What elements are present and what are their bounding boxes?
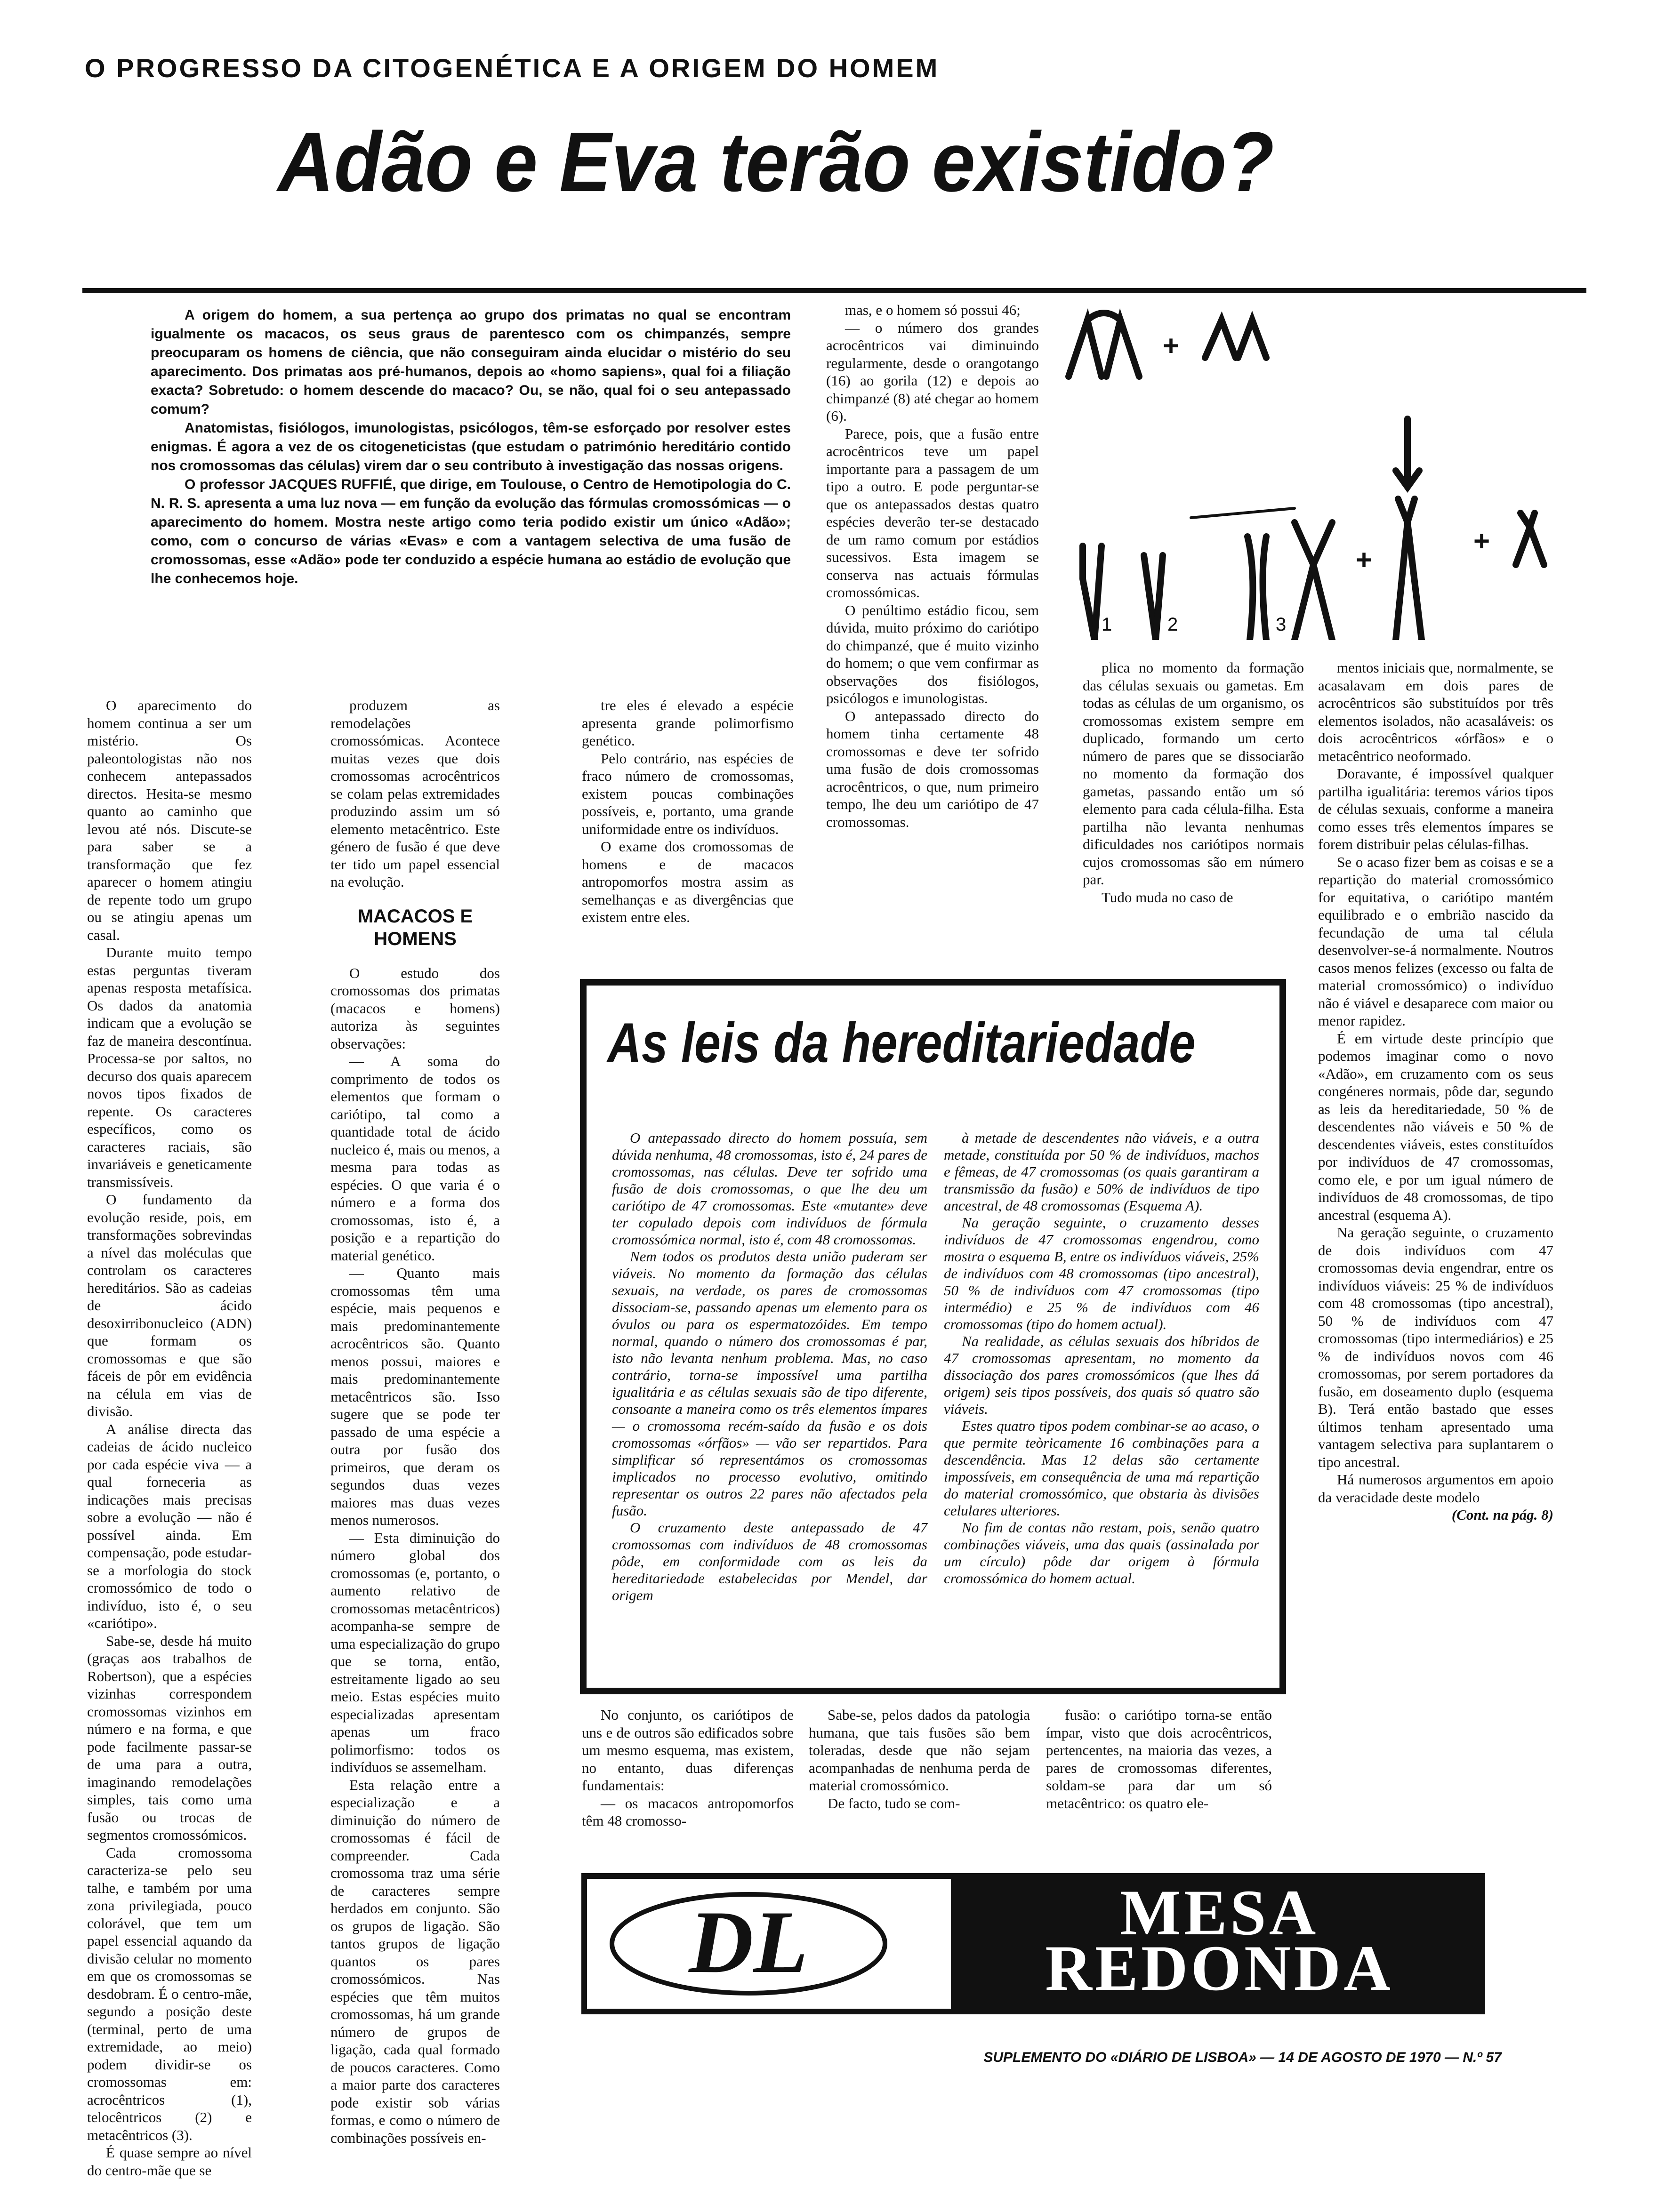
paragraph: mas, e o homem só possui 46; (845, 302, 1021, 318)
paragraph: O antepassado directo do homem tinha certamente 48 cromossomas e deve ter sofrido uma fusão de dois cromossomas acrocêntricos, o que, num primeiro tempo, lhe deu um cariótipo de 47 cromossomas. (826, 707, 1039, 830)
paragraph: mentos iniciais que, normalmente, se acasalavam em dois pares de acrocêntricos são substituídos por três elementos isolados, não acasaláveis: os dois acrocêntricos «órfãos» e o metacêntrico neoformado. (1318, 659, 1553, 764)
paragraph: O fundamento da evolução reside, pois, em transformações sobrevindas a nível das moléculas que controlam os caracteres hereditários. São as cadeias de ácido desoxirribonucleico (ADN) que formam os cromossomas e que são fáceis de pôr em evidência na célula em vias de divisão. (87, 1191, 252, 1419)
paragraph: Na realidade, as células sexuais dos híbridos de 47 cromossomas apresentam, no momento da dissociação dos pares cromossómicos (que lhes dá origem) seis tipos possíveis, dos quais só quatro são viáveis. (944, 1333, 1259, 1417)
paragraph: Parece, pois, que a fusão entre acrocêntricos teve um papel importante para a passagem de um tipo a outro. E pode perguntar-se que os antepassados destas quatro espécies deverão ter-se destacado de um ramo comum por estádios sucessivos. Esta imagem se conserva nas actuais fórmulas cromossómicas. (826, 425, 1039, 601)
paragraph: Nem todos os produtos desta união puderam ser viáveis. No momento da formação das células sexuais, na verdade, os pares de cromossomas dissociam-se, passando apenas um elemento para os óvulos ou para os espermatozóides. Em tempo normal, quando o número dos cromossomas é par, isto não levanta nenhum problema. Mas, no caso contrário, torna-se impossível uma partilha igualitária e as células sexuais são de tipo diferente, consoante a maneira como os três elementos ímpares — o cromossoma recém-saído da fusão e os dois cromossomas «órfãos» — vão ser repartidos. Para simplificar só representámos os cromossomas implicados no processo evolutivo, omitindo representar os outros 22 pares não afectados pela fusão. (612, 1248, 927, 1519)
chromosome-shape (1295, 522, 1313, 640)
column-3 (582, 697, 794, 926)
paragraph: fusão: o cariótipo torna-se então ímpar, visto que dois acrocêntricos, pertencentes, na maioria das vezes, a pares de cromossomas diferentes, soldam-se para dar um só metacêntrico: os quatro ele- (1046, 1707, 1272, 1811)
chromosome-shape (1247, 537, 1253, 640)
chromosome-shape (1530, 513, 1544, 565)
lead-paragraphs (151, 306, 791, 588)
continued-note: (Cont. na pág. 8) (1451, 1507, 1553, 1523)
paragraph: Anatomistas, fisiólogos, imunologistas, psicólogos, têm-se esforçado por resolver estes enigmas. É agora a vez de os citogeneticistas (que estudam o património hereditário contido nos cromossomas das células) virem dar o seu contributo à investigação das nossas origens. (151, 420, 791, 473)
headline: Adão e Eva terão existido? (278, 115, 1274, 209)
chromosome-shape (1408, 499, 1422, 640)
paragraph: — A soma do comprimento de todos os elementos que formam o cariótipo, tal como a quantidade total de ácido nucleico é, mais ou menos, a mesma para todas as espécies. O que varia é o número e a forma dos cromossomas, isto é, a posição e a repartição do material genético. (330, 1053, 500, 1264)
column-1 (87, 697, 252, 2179)
paragraph: Cada cromossoma caracteriza-se pelo seu talhe, e também por uma zona privilegiada, pouco colorável, que tem um papel essencial aquando da divisão celular no momento em que os cromossomas se desdobram. É o centro-mãe, segundo a posição deste (terminal, perto de uma extremidade, ao meio) podem dividir-se os cromossomas em: acrocêntricos (1), telocêntricos (2) e metacêntricos (3). (87, 1844, 252, 2143)
paragraph: No conjunto, os cariótipos de uns e de outros são edificados sobre um mesmo esquema, mas existem, no entanto, duas diferenças fundamentais: (582, 1707, 794, 1794)
column-top (826, 301, 1039, 831)
paragraph: — o número dos grandes acrocêntricos vai diminuindo regularmente, desde o orangotango (16) ao gorila (12) e depois ao chimpanzé (8) até chegar ao homem (6). (826, 319, 1039, 424)
column-6 (1318, 659, 1553, 1524)
chromosome-shape (1516, 513, 1530, 565)
paragraph: A origem do homem, a sua pertença ao grupo dos primatas no qual se encontram igualmente os macacos, os seus graus de parentesco com os chimpanzés, sempre preocuparam os homens de ciência, que não conseguiram ainda elucidar o mistério do seu aparecimento. Dos primatas aos pré-humanos, depois ao «homo sapiens», qual foi a filiação exacta? Sobretudo: o homem descende do macaco? Ou, se não, qual foi o seu antepassado comum? (151, 307, 791, 417)
paragraph: Há numerosos argumentos em apoio da veracidade deste modelo (1318, 1471, 1553, 1506)
chromosome-shape (1263, 537, 1267, 640)
column-bottom-1 (582, 1706, 794, 1830)
column-6-text (1318, 659, 1553, 1506)
paragraph: O estudo dos cromossomas dos primatas (macacos e homens) autoriza às seguintes observações: (330, 964, 500, 1052)
dl-monogram (607, 1887, 913, 2000)
paragraph: A análise directa das cadeias de ácido nucleico por cada espécie viva — a qual forneceria as indicações mais precisas sobre a evolução — não é possível ainda. Em compensação, pode estudar-se a morfologia do stock cromossómico de todo o indivíduo, isto é, o seu «cariótipo». (87, 1420, 252, 1631)
logo-title: MESA REDONDA (1045, 1876, 1393, 2004)
column-2 (330, 697, 500, 2147)
column-2a (330, 697, 500, 891)
paragraph: Estes quatro tipos podem combinar-se ao acaso, o que permite teòricamente 16 combinações para a descendência. Mas 12 delas são certamente impossíveis, em consequência de uma má repartição do material cromossómico, que obstaria às divisões celulares ulteriores. (944, 1418, 1259, 1519)
paragraph: — Esta diminuição do número global dos cromossomas (e, portanto, o aumento relativo de cromossomas metacêntricos) acompanha-se sempre de uma especialização do grupo que se torna, então, estreitamente ligado ao seu meio. Estas espécies muito especializadas apresentam apenas um fraco polimorfismo: todos os indivíduos se assemelham. (330, 1529, 500, 1775)
paragraph: De facto, tudo se com- (828, 1795, 960, 1811)
headline-rule (82, 288, 1586, 293)
paragraph: Na geração seguinte, o cruzamento de dois indivíduos com 47 cromossomas devia engendrar, entre os indivíduos viáveis: 25 % de indivíduos com 48 cromossomas (tipo ancestral), 50 % de indivíduos com 47 cromossomas (tipo intermediários) e 25 % de indivíduos novos com 46 cromossomas, por serem portadores da fusão, em doseamento duplo (esquema B). Terá então bastado que esses últimos tenham apresentado uma vantagem selectiva para suplantarem o tipo ancestral. (1318, 1224, 1553, 1470)
paragraph: Esta relação entre a especialização e a diminuição do número de cromossomas é fácil de compreender. Cada cromossoma traz uma série de caracteres sempre herdados em conjunto. São os grupos de ligação. São tantos grupos de ligação quantos os pares cromossómicos. Nas espécies que têm muitos cromossomas, há um grande número de grupos de ligação, cada qual formado de poucos caracteres. Como a maior parte dos caracteres pode existir sob várias formas, e como o número de combinações possíveis en- (330, 1776, 500, 2146)
chromosome-shape (1069, 320, 1102, 377)
plus-sign: + (1473, 525, 1490, 557)
plus-sign: + (1163, 330, 1180, 361)
logo-initials: DL (689, 1893, 808, 1992)
chromosome-shape (1238, 320, 1266, 358)
paragraph: — Quanto mais cromossomas têm uma espécie, mais pequenos e mais predominantemente acrocêntricos são. Quanto menos possui, maiores e mais predominantemente metacêntricos são. Isso sugere que se pode ter passado de uma espécie a outra por fusão dos primeiros, que deram os segundos duas vezes maiores mas duas vezes menos numerosos. (330, 1265, 500, 1528)
paragraph: Sabe-se, desde há muito (graças aos trabalhos de Robertson), que a espécies vizinhas correspondem cromossomas vizinhos em número e na forma, e que pode facilmente passar-se de uma para a outra, imaginando remodelações simples, tais como uma fusão ou trocas de segmentos cromossómicos. (87, 1632, 252, 1843)
paragraph: Tudo muda no caso de (1102, 889, 1233, 906)
paragraph: O penúltimo estádio ficou, sem dúvida, muito próximo do cariótipo do chimpanzé, que é muito vizinho do homem; o que vem confirmar as observações dos fisiólogos, psicólogos e imunologistas. (826, 601, 1039, 706)
sidebar-title: As leis da hereditariedade (607, 1011, 1196, 1074)
paragraph: plica no momento da formação das células sexuais ou gametas. Em todas as células de um organismo, os cromossomas existem sempre em duplicado, formando um certo número de pares que se dissociarão no momento da formação dos gametas, passando então um só elemento para cada célula-filha. Esta partilha não levanta nenhumas dificuldades nos cariótipos normais cujos cromossomas são em número par. (1083, 659, 1304, 888)
paragraph: Pelo contrário, nas espécies de fraco número de cromossomas, existem poucas combinações possíveis, e, portanto, uma grande uniformidade entre os indivíduos. (582, 750, 794, 837)
paragraph: Na geração seguinte, o cruzamento desses indivíduos de 47 cromossomas engendrou, como mostra o esquema B, entre os indivíduos viáveis, 25% de indivíduos com 48 cromossomas (tipo ancestral), 50 % de indivíduos com 47 cromossomas (tipo intermédio) e 25 % de indivíduos com 46 cromossomas (tipo do homem actual). (944, 1214, 1259, 1332)
chromosome-fusion-diagram (1050, 301, 1563, 640)
paragraph: à metade de descendentes não viáveis, e a outra metade, constituída por 50 % de indivíduos, machos e fêmeas, de 47 cromossomas (os quais garantiram a transmissão da fusão) e 50% de indivíduos de tipo ancestral, de 48 cromossomas (Esquema A). (944, 1130, 1259, 1214)
paragraph: No fim de contas não restam, pois, senão quatro combinações viáveis, uma das quais (assinalada por um círculo) pôde dar origem à fórmula cromossómica do homem actual. (944, 1519, 1259, 1587)
paragraph: Doravante, é impossível qualquer partilha igualitária: teremos vários tipos de células sexuais, conforme a maneira como esses três elementos ímpares se forem distribuir pelas células-filhas. (1318, 765, 1553, 852)
paragraph: É quase sempre ao nível do centro-mãe que se (87, 2144, 252, 2179)
chromosome-shape (1313, 522, 1332, 640)
chromosome-shape (1094, 546, 1102, 640)
paragraph: tre eles é elevado a espécie apresenta grande polimorfismo genético. (582, 697, 794, 749)
sidebar-column-left (612, 1130, 927, 1604)
paragraph: O aparecimento do homem continua a ser um mistério. Os paleontologistas não nos conhecem antepassados directos. Hesita-se mesmo quanto ao caminho que levou até nós. Discute-se para saber se a transformação que fez aparecer o homem atingiu de repente todo um grupo ou se atingiu apenas um casal. (87, 697, 252, 943)
kicker: O PROGRESSO DA CITOGENÉTICA E A ORIGEM DO HOMEM (85, 53, 940, 83)
footer-credit: SUPLEMENTO DO «DIÁRIO DE LISBOA» — 14 DE AGOSTO DE 1970 — N.º 57 (983, 2050, 1502, 2065)
chromosome-shape (1156, 555, 1163, 640)
diagram-label-2: 2 (1167, 614, 1178, 635)
chromosome-shape (1087, 313, 1120, 320)
column-5 (1083, 659, 1304, 906)
diagram-label-1: 1 (1102, 614, 1112, 635)
column-bottom-2 (809, 1706, 1030, 1812)
paragraph: — os macacos antropomorfos têm 48 cromosso- (582, 1795, 794, 1829)
paragraph: O cruzamento deste antepassado de 47 cromossomas com indivíduos de 48 cromossomas pôde, em conformidade com as leis da hereditariedade estabelecidas por Mendel, dar origem (612, 1519, 927, 1603)
paragraph: produzem as remodelações cromossómicas. Acontece muitas vezes que dois cromossomas acrocêntricos se colam pelas extremidades produzindo assim um só elemento metacêntrico. Este género de fusão é que deve ter tido um papel essencial na evolução. (330, 697, 500, 890)
paragraph: O antepassado directo do homem possuía, sem dúvida nenhuma, 48 cromossomas, isto é, 24 pares de cromossomas, nas células. Deve ter sofrido uma fusão de dois cromossomas, o que lhe deu um cariótipo de 47 cromossomas. Este «mutante» deve ter copulado depois com indivíduos de fórmula cromossómica normal, isto é, com 48 cromossomas. (612, 1130, 927, 1248)
column-2b (330, 964, 500, 2147)
paragraph: É em virtude deste princípio que podemos imaginar como o novo «Adão», em cruzamento com os seus congéneres normais, pôde dar, segundo as leis da hereditariedade, 50 % de descendentes não viáveis e 50 % de descendentes viáveis, estes constituídos por indivíduos de 47 cromossomas, como ele, e por um igual número de indivíduos de 48 cromossomas, de tipo ancestral (esquema A). (1318, 1030, 1553, 1223)
section-subhead: MACACOS E HOMENS (357, 906, 473, 949)
sidebar-column-right (944, 1130, 1259, 1587)
diagram-label-3: 3 (1276, 614, 1287, 635)
paragraph: Sabe-se, pelos dados da patologia humana, que tais fusões são bem toleradas, desde que não sejam acompanhadas de nenhuma perda de material cromossómico. (809, 1707, 1030, 1794)
chromosome-shape (1106, 320, 1139, 377)
paragraph: Se o acaso fizer bem as coisas e se a repartição do material cromossómico for equitativa, o cariótipo mantém equilibrado e o embrião nascido da fecundação de uma tal célula desenvolver-se-á normalmente. Noutros casos menos felizes (excesso ou falta de material cromossómico) o indivíduo não é viável e desaparece com maior ou menor rapidez. (1318, 853, 1553, 1029)
chromosome-shape (1205, 320, 1236, 358)
paragraph: O professor JACQUES RUFFIÉ, que dirige, em Toulouse, o Centro de Hemotipologia do C. N. R. S. apresenta a uma luz nova — em função da evolução das fórmulas cromossómicas — o aparecimento do homem. Mostra neste artigo como teria podido existir um único «Adão»; como, com o concurso de várias «Evas» e com a vantagem selectiva de uma fusão de cromossomas, esse «Adão» pode ter conduzido a espécie humana ao estádio de evolução que lhe conhecemos hoje. (151, 477, 791, 586)
paragraph: Durante muito tempo estas perguntas tiveram apenas resposta metafísica. Os dados da anatomia indicam que a evolução se faz de maneira descontínua. Processa-se por saltos, no decurso dos quais aparecem novos tipos fixados de repente. Os caracteres específicos, como os caracteres raciais, são invariáveis e geneticamente transmissíveis. (87, 944, 252, 1190)
paragraph: O exame dos cromossomas de homens e de macacos antropomorfos mostra assim as semelhanças e as divergências que existem entre eles. (582, 838, 794, 925)
column-bottom-3 (1046, 1706, 1272, 1812)
plus-sign: + (1356, 544, 1373, 576)
